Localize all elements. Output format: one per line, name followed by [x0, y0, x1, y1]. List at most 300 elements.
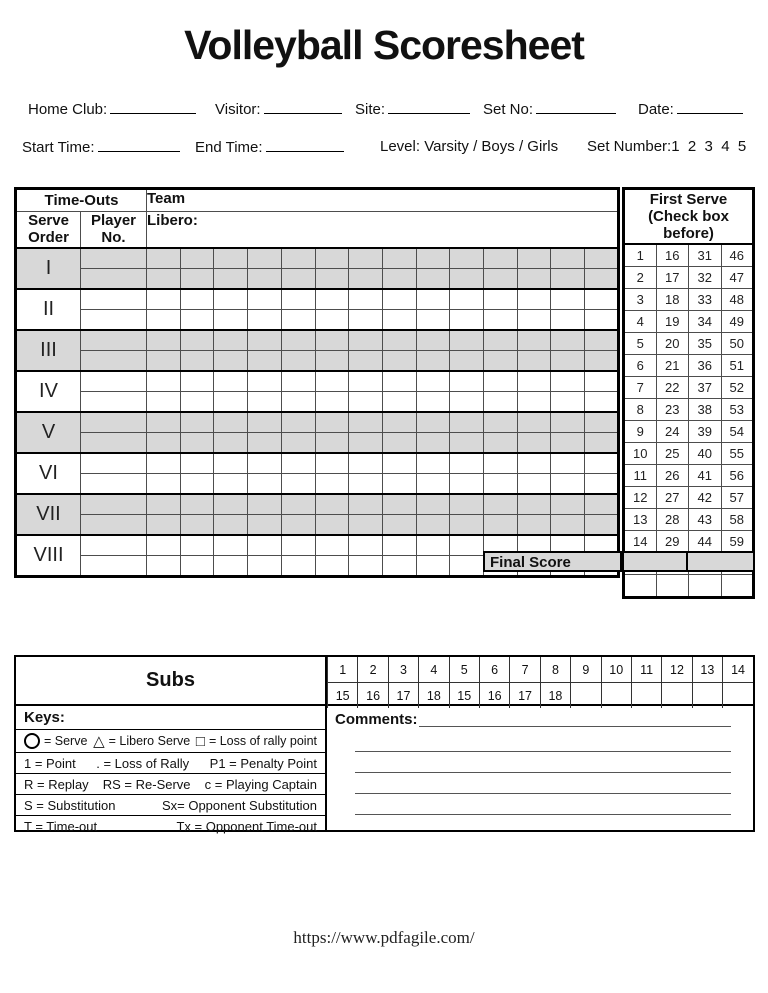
score-cell[interactable] [349, 330, 383, 351]
score-cell[interactable] [450, 514, 484, 535]
subs-cell[interactable] [692, 683, 722, 709]
score-cell[interactable] [416, 412, 450, 433]
score-cell[interactable] [484, 453, 518, 474]
subs-cell[interactable]: 13 [692, 657, 722, 683]
score-cell[interactable] [450, 371, 484, 392]
score-cell[interactable] [281, 453, 315, 474]
score-cell[interactable] [484, 289, 518, 310]
score-cell[interactable] [281, 391, 315, 412]
score-cell[interactable] [484, 514, 518, 535]
score-cell[interactable] [416, 453, 450, 474]
score-cell[interactable] [147, 248, 181, 269]
score-cell[interactable] [416, 268, 450, 289]
score-cell[interactable] [382, 494, 416, 515]
score-cell[interactable] [551, 391, 585, 412]
score-cell[interactable] [214, 453, 248, 474]
score-cell[interactable] [281, 514, 315, 535]
score-cell[interactable] [180, 514, 214, 535]
score-cell[interactable] [382, 555, 416, 576]
subs-cell[interactable]: 15 [328, 683, 358, 709]
score-cell[interactable] [517, 268, 551, 289]
score-cell[interactable] [382, 453, 416, 474]
score-cell[interactable] [180, 289, 214, 310]
score-cell[interactable] [484, 248, 518, 269]
first-serve-cell[interactable]: 1 [624, 244, 657, 267]
score-cell[interactable] [484, 330, 518, 351]
score-cell[interactable] [214, 514, 248, 535]
score-cell[interactable] [416, 289, 450, 310]
score-cell[interactable] [315, 391, 349, 412]
start-time-input-line[interactable] [98, 138, 180, 152]
score-cell[interactable] [281, 268, 315, 289]
first-serve-cell[interactable]: 35 [689, 333, 722, 355]
score-cell[interactable] [585, 330, 619, 351]
score-cell[interactable] [517, 371, 551, 392]
score-cell[interactable] [484, 268, 518, 289]
subs-cell[interactable]: 7 [510, 657, 540, 683]
home-club-input-line[interactable] [110, 100, 196, 114]
score-cell[interactable] [450, 268, 484, 289]
date-input-line[interactable] [677, 100, 743, 114]
first-serve-cell[interactable]: 41 [689, 465, 722, 487]
score-cell[interactable] [248, 248, 282, 269]
score-cell[interactable] [315, 309, 349, 330]
score-cell[interactable] [585, 309, 619, 330]
score-cell[interactable] [248, 473, 282, 494]
score-cell[interactable] [484, 494, 518, 515]
first-serve-cell[interactable]: 40 [689, 443, 722, 465]
score-cell[interactable] [349, 494, 383, 515]
score-cell[interactable] [214, 494, 248, 515]
score-cell[interactable] [585, 432, 619, 453]
score-cell[interactable] [450, 555, 484, 576]
comments-line[interactable] [419, 726, 731, 727]
subs-cell[interactable] [662, 683, 692, 709]
score-cell[interactable] [214, 555, 248, 576]
score-cell[interactable] [551, 371, 585, 392]
first-serve-cell[interactable]: 7 [624, 377, 657, 399]
subs-cell[interactable]: 16 [479, 683, 509, 709]
score-cell[interactable] [147, 453, 181, 474]
score-cell[interactable] [315, 453, 349, 474]
score-cell[interactable] [315, 535, 349, 556]
score-cell[interactable] [517, 473, 551, 494]
first-serve-cell[interactable]: 37 [689, 377, 722, 399]
subs-cell[interactable]: 10 [601, 657, 631, 683]
score-cell[interactable] [551, 432, 585, 453]
score-cell[interactable] [450, 494, 484, 515]
score-cell[interactable] [248, 391, 282, 412]
score-cell[interactable] [248, 289, 282, 310]
player-no-cell[interactable] [81, 412, 147, 433]
score-cell[interactable] [315, 371, 349, 392]
first-serve-cell[interactable]: 29 [656, 531, 689, 553]
score-cell[interactable] [585, 412, 619, 433]
player-no-cell[interactable] [81, 289, 147, 310]
player-no-cell[interactable] [81, 453, 147, 474]
score-cell[interactable] [147, 350, 181, 371]
score-cell[interactable] [551, 473, 585, 494]
score-cell[interactable] [450, 473, 484, 494]
score-cell[interactable] [147, 289, 181, 310]
first-serve-cell[interactable]: 43 [689, 509, 722, 531]
score-cell[interactable] [147, 412, 181, 433]
score-cell[interactable] [517, 350, 551, 371]
first-serve-cell[interactable]: 21 [656, 355, 689, 377]
score-cell[interactable] [349, 391, 383, 412]
score-cell[interactable] [551, 289, 585, 310]
score-cell[interactable] [281, 494, 315, 515]
score-cell[interactable] [180, 473, 214, 494]
score-cell[interactable] [180, 412, 214, 433]
score-cell[interactable] [349, 248, 383, 269]
score-cell[interactable] [180, 350, 214, 371]
score-cell[interactable] [281, 330, 315, 351]
score-cell[interactable] [214, 432, 248, 453]
first-serve-cell[interactable]: 58 [721, 509, 754, 531]
score-cell[interactable] [214, 535, 248, 556]
score-cell[interactable] [382, 412, 416, 433]
score-cell[interactable] [585, 494, 619, 515]
comments-line[interactable] [355, 814, 731, 815]
player-no-cell[interactable] [81, 309, 147, 330]
subs-cell[interactable]: 15 [449, 683, 479, 709]
player-no-cell[interactable] [81, 494, 147, 515]
score-cell[interactable] [315, 494, 349, 515]
first-serve-cell[interactable]: 47 [721, 267, 754, 289]
comments-line[interactable] [355, 772, 731, 773]
first-serve-cell[interactable] [689, 575, 722, 598]
set-number-options[interactable]: 1 2 3 4 5 [671, 138, 747, 155]
score-cell[interactable] [214, 412, 248, 433]
first-serve-cell[interactable]: 3 [624, 289, 657, 311]
score-cell[interactable] [281, 473, 315, 494]
first-serve-cell[interactable]: 39 [689, 421, 722, 443]
score-cell[interactable] [147, 473, 181, 494]
first-serve-cell[interactable] [624, 575, 657, 598]
score-cell[interactable] [450, 453, 484, 474]
subs-cell[interactable]: 14 [723, 657, 753, 683]
subs-cell[interactable]: 18 [419, 683, 449, 709]
first-serve-cell[interactable]: 13 [624, 509, 657, 531]
first-serve-cell[interactable]: 24 [656, 421, 689, 443]
score-cell[interactable] [180, 330, 214, 351]
score-cell[interactable] [416, 350, 450, 371]
score-cell[interactable] [315, 268, 349, 289]
score-cell[interactable] [248, 350, 282, 371]
score-cell[interactable] [147, 309, 181, 330]
subs-cell[interactable]: 11 [631, 657, 661, 683]
first-serve-cell[interactable]: 36 [689, 355, 722, 377]
score-cell[interactable] [382, 371, 416, 392]
first-serve-cell[interactable]: 5 [624, 333, 657, 355]
first-serve-cell[interactable]: 25 [656, 443, 689, 465]
score-cell[interactable] [315, 350, 349, 371]
score-cell[interactable] [484, 391, 518, 412]
first-serve-cell[interactable]: 18 [656, 289, 689, 311]
score-cell[interactable] [281, 555, 315, 576]
score-cell[interactable] [416, 555, 450, 576]
first-serve-cell[interactable]: 32 [689, 267, 722, 289]
score-cell[interactable] [349, 268, 383, 289]
first-serve-cell[interactable]: 10 [624, 443, 657, 465]
score-cell[interactable] [180, 555, 214, 576]
score-cell[interactable] [484, 309, 518, 330]
score-cell[interactable] [147, 268, 181, 289]
score-cell[interactable] [180, 494, 214, 515]
comments-line[interactable] [355, 751, 731, 752]
end-time-input-line[interactable] [266, 138, 344, 152]
score-cell[interactable] [551, 268, 585, 289]
player-no-cell[interactable] [81, 248, 147, 269]
subs-cell[interactable]: 2 [358, 657, 388, 683]
score-cell[interactable] [214, 350, 248, 371]
score-cell[interactable] [180, 309, 214, 330]
score-cell[interactable] [349, 535, 383, 556]
first-serve-cell[interactable]: 4 [624, 311, 657, 333]
player-no-cell[interactable] [81, 391, 147, 412]
score-cell[interactable] [349, 309, 383, 330]
score-cell[interactable] [416, 514, 450, 535]
score-cell[interactable] [382, 473, 416, 494]
score-cell[interactable] [450, 330, 484, 351]
score-cell[interactable] [248, 494, 282, 515]
score-cell[interactable] [248, 371, 282, 392]
score-cell[interactable] [248, 453, 282, 474]
score-cell[interactable] [585, 371, 619, 392]
score-cell[interactable] [214, 330, 248, 351]
first-serve-cell[interactable]: 12 [624, 487, 657, 509]
player-no-cell[interactable] [81, 535, 147, 556]
score-cell[interactable] [551, 514, 585, 535]
score-cell[interactable] [551, 412, 585, 433]
first-serve-cell[interactable]: 57 [721, 487, 754, 509]
score-cell[interactable] [180, 371, 214, 392]
score-cell[interactable] [349, 514, 383, 535]
first-serve-cell[interactable]: 38 [689, 399, 722, 421]
score-cell[interactable] [416, 391, 450, 412]
score-cell[interactable] [416, 473, 450, 494]
site-input-line[interactable] [388, 100, 470, 114]
subs-cell[interactable]: 4 [419, 657, 449, 683]
score-cell[interactable] [315, 248, 349, 269]
score-cell[interactable] [281, 432, 315, 453]
score-cell[interactable] [382, 248, 416, 269]
score-cell[interactable] [281, 289, 315, 310]
subs-cell[interactable]: 16 [358, 683, 388, 709]
score-cell[interactable] [450, 289, 484, 310]
score-cell[interactable] [214, 268, 248, 289]
first-serve-cell[interactable]: 55 [721, 443, 754, 465]
score-cell[interactable] [349, 289, 383, 310]
first-serve-cell[interactable] [656, 575, 689, 598]
first-serve-cell[interactable]: 31 [689, 244, 722, 267]
score-cell[interactable] [315, 432, 349, 453]
first-serve-cell[interactable]: 27 [656, 487, 689, 509]
first-serve-cell[interactable]: 42 [689, 487, 722, 509]
score-cell[interactable] [484, 473, 518, 494]
score-cell[interactable] [484, 350, 518, 371]
score-cell[interactable] [585, 350, 619, 371]
subs-cell[interactable]: 6 [479, 657, 509, 683]
first-serve-cell[interactable]: 17 [656, 267, 689, 289]
score-cell[interactable] [416, 371, 450, 392]
score-cell[interactable] [585, 248, 619, 269]
score-cell[interactable] [214, 289, 248, 310]
score-cell[interactable] [214, 248, 248, 269]
first-serve-cell[interactable]: 49 [721, 311, 754, 333]
score-cell[interactable] [450, 391, 484, 412]
player-no-cell[interactable] [81, 350, 147, 371]
score-cell[interactable] [214, 371, 248, 392]
subs-cell[interactable]: 3 [388, 657, 418, 683]
score-cell[interactable] [180, 453, 214, 474]
score-cell[interactable] [382, 289, 416, 310]
score-cell[interactable] [517, 412, 551, 433]
first-serve-cell[interactable]: 46 [721, 244, 754, 267]
score-cell[interactable] [315, 473, 349, 494]
score-cell[interactable] [147, 371, 181, 392]
score-cell[interactable] [484, 432, 518, 453]
score-cell[interactable] [585, 289, 619, 310]
score-cell[interactable] [551, 248, 585, 269]
subs-cell[interactable]: 9 [571, 657, 601, 683]
score-cell[interactable] [281, 535, 315, 556]
score-cell[interactable] [382, 391, 416, 412]
first-serve-cell[interactable]: 16 [656, 244, 689, 267]
subs-cell[interactable] [571, 683, 601, 709]
score-cell[interactable] [416, 432, 450, 453]
first-serve-cell[interactable]: 9 [624, 421, 657, 443]
final-score-home-cell[interactable] [622, 551, 688, 572]
score-cell[interactable] [382, 350, 416, 371]
score-cell[interactable] [551, 350, 585, 371]
subs-cell[interactable] [601, 683, 631, 709]
score-cell[interactable] [450, 412, 484, 433]
score-cell[interactable] [585, 268, 619, 289]
first-serve-cell[interactable]: 28 [656, 509, 689, 531]
score-cell[interactable] [450, 248, 484, 269]
score-cell[interactable] [585, 473, 619, 494]
score-cell[interactable] [248, 535, 282, 556]
subs-cell[interactable]: 8 [540, 657, 570, 683]
score-cell[interactable] [517, 453, 551, 474]
score-cell[interactable] [450, 350, 484, 371]
score-cell[interactable] [180, 432, 214, 453]
first-serve-cell[interactable]: 2 [624, 267, 657, 289]
first-serve-cell[interactable] [721, 575, 754, 598]
score-cell[interactable] [147, 391, 181, 412]
first-serve-cell[interactable]: 51 [721, 355, 754, 377]
first-serve-cell[interactable]: 14 [624, 531, 657, 553]
score-cell[interactable] [147, 432, 181, 453]
score-cell[interactable] [315, 330, 349, 351]
score-cell[interactable] [248, 432, 282, 453]
score-cell[interactable] [484, 371, 518, 392]
set-no-input-line[interactable] [536, 100, 616, 114]
score-cell[interactable] [180, 268, 214, 289]
player-no-cell[interactable] [81, 268, 147, 289]
subs-cell[interactable] [723, 683, 753, 709]
score-cell[interactable] [349, 350, 383, 371]
score-cell[interactable] [517, 494, 551, 515]
first-serve-cell[interactable]: 50 [721, 333, 754, 355]
score-cell[interactable] [517, 309, 551, 330]
score-cell[interactable] [551, 494, 585, 515]
score-cell[interactable] [551, 309, 585, 330]
score-cell[interactable] [450, 535, 484, 556]
score-cell[interactable] [180, 535, 214, 556]
score-cell[interactable] [517, 248, 551, 269]
score-cell[interactable] [248, 309, 282, 330]
score-cell[interactable] [147, 494, 181, 515]
score-cell[interactable] [349, 432, 383, 453]
score-cell[interactable] [382, 432, 416, 453]
first-serve-cell[interactable]: 22 [656, 377, 689, 399]
score-cell[interactable] [585, 514, 619, 535]
comments-line[interactable] [355, 793, 731, 794]
score-cell[interactable] [585, 391, 619, 412]
score-cell[interactable] [382, 268, 416, 289]
score-cell[interactable] [416, 330, 450, 351]
first-serve-cell[interactable]: 34 [689, 311, 722, 333]
score-cell[interactable] [517, 514, 551, 535]
score-cell[interactable] [382, 535, 416, 556]
score-cell[interactable] [517, 391, 551, 412]
final-score-visitor-cell[interactable] [686, 551, 755, 572]
player-no-cell[interactable] [81, 432, 147, 453]
subs-cell[interactable]: 12 [662, 657, 692, 683]
score-cell[interactable] [180, 248, 214, 269]
score-cell[interactable] [517, 289, 551, 310]
player-no-cell[interactable] [81, 330, 147, 351]
score-cell[interactable] [349, 453, 383, 474]
player-no-cell[interactable] [81, 555, 147, 576]
score-cell[interactable] [517, 432, 551, 453]
score-cell[interactable] [248, 555, 282, 576]
subs-cell[interactable] [631, 683, 661, 709]
first-serve-cell[interactable]: 56 [721, 465, 754, 487]
score-cell[interactable] [315, 412, 349, 433]
score-cell[interactable] [147, 514, 181, 535]
level-options[interactable]: Level: Varsity / Boys / Girls [380, 138, 559, 155]
first-serve-cell[interactable]: 11 [624, 465, 657, 487]
subs-cell[interactable]: 17 [388, 683, 418, 709]
score-cell[interactable] [248, 412, 282, 433]
score-cell[interactable] [416, 309, 450, 330]
first-serve-cell[interactable]: 8 [624, 399, 657, 421]
score-cell[interactable] [248, 330, 282, 351]
first-serve-cell[interactable]: 48 [721, 289, 754, 311]
score-cell[interactable] [551, 453, 585, 474]
score-cell[interactable] [281, 412, 315, 433]
score-cell[interactable] [450, 309, 484, 330]
first-serve-cell[interactable]: 23 [656, 399, 689, 421]
score-cell[interactable] [551, 330, 585, 351]
score-cell[interactable] [248, 514, 282, 535]
first-serve-cell[interactable]: 53 [721, 399, 754, 421]
score-cell[interactable] [585, 453, 619, 474]
first-serve-cell[interactable]: 52 [721, 377, 754, 399]
score-cell[interactable] [382, 514, 416, 535]
first-serve-cell[interactable]: 26 [656, 465, 689, 487]
first-serve-cell[interactable]: 54 [721, 421, 754, 443]
score-cell[interactable] [450, 432, 484, 453]
score-cell[interactable] [416, 535, 450, 556]
visitor-input-line[interactable] [264, 100, 342, 114]
score-cell[interactable] [382, 330, 416, 351]
score-cell[interactable] [315, 514, 349, 535]
